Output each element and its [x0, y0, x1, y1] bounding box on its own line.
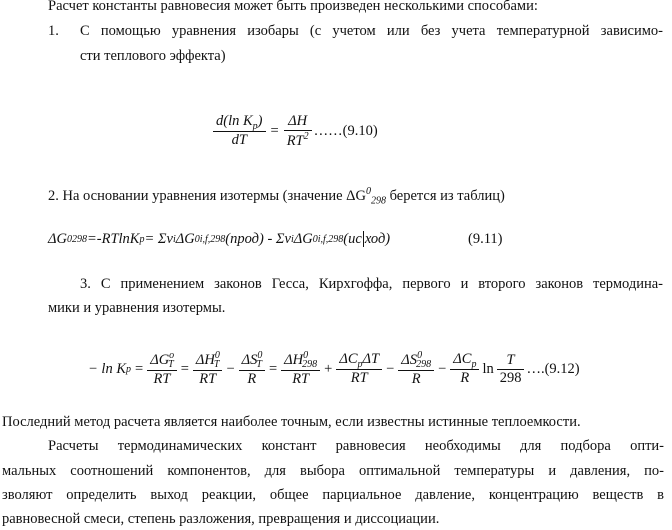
item3-line1: 3. С применением законов Гесса, Кирхгоффа, первого и второго законов термодина- [80, 276, 663, 292]
eq911-dg2: ΔG [293, 230, 313, 247]
eq912-f5-num: ΔC [339, 350, 358, 367]
eq912-f3-den: R [239, 370, 265, 388]
eq912-f5-sub: p [357, 358, 363, 370]
eq912-f4-sub: 298 [302, 359, 318, 371]
eq912-f7-den: R [450, 369, 479, 387]
eq912-frac4 [281, 350, 320, 389]
eq912-ln: ln [482, 360, 494, 377]
para1-text: Последний метод расчета является наиболее точным, если известны истинные теплоемкости. [2, 414, 581, 430]
item2-sub: 298 [370, 195, 386, 207]
eq912-frac1 [147, 350, 177, 389]
eq912-minus-2: − [386, 360, 395, 377]
eq910-num: d(ln K [216, 112, 253, 129]
eq912-f6-num: ΔS [401, 351, 418, 368]
item1-number: 1. [48, 23, 59, 39]
equation-9-12 [88, 345, 580, 393]
eq912-f1-sup: o [169, 349, 175, 361]
eq910-lhs-fraction [213, 113, 266, 150]
eq910-equals: = [270, 122, 279, 139]
eq910-rhs-den: RT [286, 132, 304, 149]
item3-line2: мики и уравнения изотермы. [48, 300, 226, 316]
eq911-nu-sub: i [172, 233, 176, 245]
eq912-f6-sup: 0 [417, 349, 423, 361]
eq912-frac5 [336, 351, 382, 388]
eq912-frac7 [450, 351, 479, 388]
item2-sup: 0 [365, 186, 371, 197]
eq912-f7-num: ΔC [453, 350, 472, 367]
eq912-f2-den: RT [193, 370, 223, 388]
eq912-f3-sup: 0 [257, 349, 263, 361]
eq912-f2-sup: 0 [214, 349, 220, 361]
equation-9-11 [48, 228, 390, 250]
eq911-nu-sub2: i [290, 233, 294, 245]
eq910-rhs-fraction [284, 113, 312, 150]
eq911-lhs: ΔG [48, 230, 67, 247]
para2-line3: зволяют определить выход реакции, общее парциальное давление, концентрацию веществ в [2, 487, 664, 503]
text-cursor [363, 231, 364, 247]
eq912-f5-tail: ΔT [362, 350, 380, 367]
eq911-lhs-sup: 0 [66, 233, 72, 245]
eq912-f2-num: ΔH [195, 351, 215, 368]
eq910-num-close: ) [257, 112, 263, 129]
eq912-lhs-sub: p [126, 363, 131, 375]
eq911-mid: =-RTlnK [86, 230, 140, 247]
eq912-f7-sub: p [471, 358, 477, 370]
eq912-f4-den: RT [281, 370, 320, 388]
eq911-ish-b: ход) [364, 230, 391, 247]
eq912-minus-1: − [226, 360, 235, 377]
eq912-frac3 [239, 350, 265, 389]
para2-line4: равновесной смеси, степень разложения, превращения и диссоциации. [2, 511, 440, 527]
eq912-minus-3: − [438, 360, 447, 377]
eq911-mid-sub: p [139, 233, 145, 245]
eq910-rhs-den-sup: 2 [303, 130, 309, 142]
item2-main: 2. На основании уравнения изотермы (значение ΔG [48, 187, 366, 204]
eq911-dg-sub: i,f,298 [199, 233, 226, 245]
eq911-lhs-sub: 298 [71, 233, 87, 245]
eq912-f8-den: 298 [497, 369, 525, 387]
eq912-frac2 [193, 350, 223, 389]
eq912-f5-den: RT [336, 369, 382, 387]
eq910-num-sub: p [252, 120, 258, 132]
eq912-f1-num: ΔG [150, 351, 170, 368]
para2-line2: мальных соотношений компонентов, для выбора оптимальной температуры и давления, по- [2, 463, 664, 479]
eq912-f3-num: ΔS [241, 351, 258, 368]
eq912-f4-sup: 0 [303, 349, 309, 361]
item2-tail: берется из таблиц) [385, 187, 505, 204]
eq911-ish-a: (ис [343, 230, 362, 247]
eq911-tag: (9.11) [468, 231, 503, 247]
equation-9-10 [213, 108, 378, 154]
eq912-frac8 [497, 352, 525, 387]
eq912-f6-den: R [398, 370, 434, 388]
eq910-tag: ……(9.10) [313, 122, 378, 139]
eq912-equals-2: = [180, 360, 189, 377]
eq911-dg-sup: 0 [194, 233, 200, 245]
eq910-rhs-num: ΔH [288, 112, 308, 129]
eq911-dg2-sub: i,f,298 [317, 233, 344, 245]
eq912-frac6 [398, 350, 434, 389]
eq912-f6-sub: 298 [416, 359, 432, 371]
eq912-equals-3: = [268, 360, 278, 377]
eq912-f1-den: RT [147, 370, 177, 388]
eq912-f2-sub: T [213, 359, 220, 371]
eq911-dg: ΔG [175, 230, 195, 247]
eq912-tag: ….(9.12) [526, 360, 580, 377]
eq912-equals: = [135, 360, 144, 377]
item1-line2: сти теплового эффекта) [80, 48, 226, 64]
eq911-prod: (прод) - Σν [225, 230, 291, 247]
eq911-dg2-sup: 0 [312, 233, 318, 245]
item1-line1: С помощью уравнения изобары (с учетом или без учета температурной зависимо- [80, 23, 663, 39]
eq912-f8-num: T [506, 351, 515, 368]
eq912-f4-num: ΔH [284, 351, 304, 368]
eq912-lhs: − ln K [88, 360, 126, 377]
para2-line1: Расчеты термодинамических констант равновесия необходимы для подбора опти- [48, 438, 664, 454]
eq910-den: dT [213, 131, 266, 149]
eq911-eq2: = Σν [144, 230, 173, 247]
item2-text [48, 183, 505, 211]
intro-text: Расчет константы равновесия может быть произведен несколькими способами: [48, 0, 538, 14]
eq912-f1-sub: T [168, 359, 174, 371]
eq912-f3-sub: T [256, 359, 262, 371]
eq912-plus: + [324, 360, 333, 377]
